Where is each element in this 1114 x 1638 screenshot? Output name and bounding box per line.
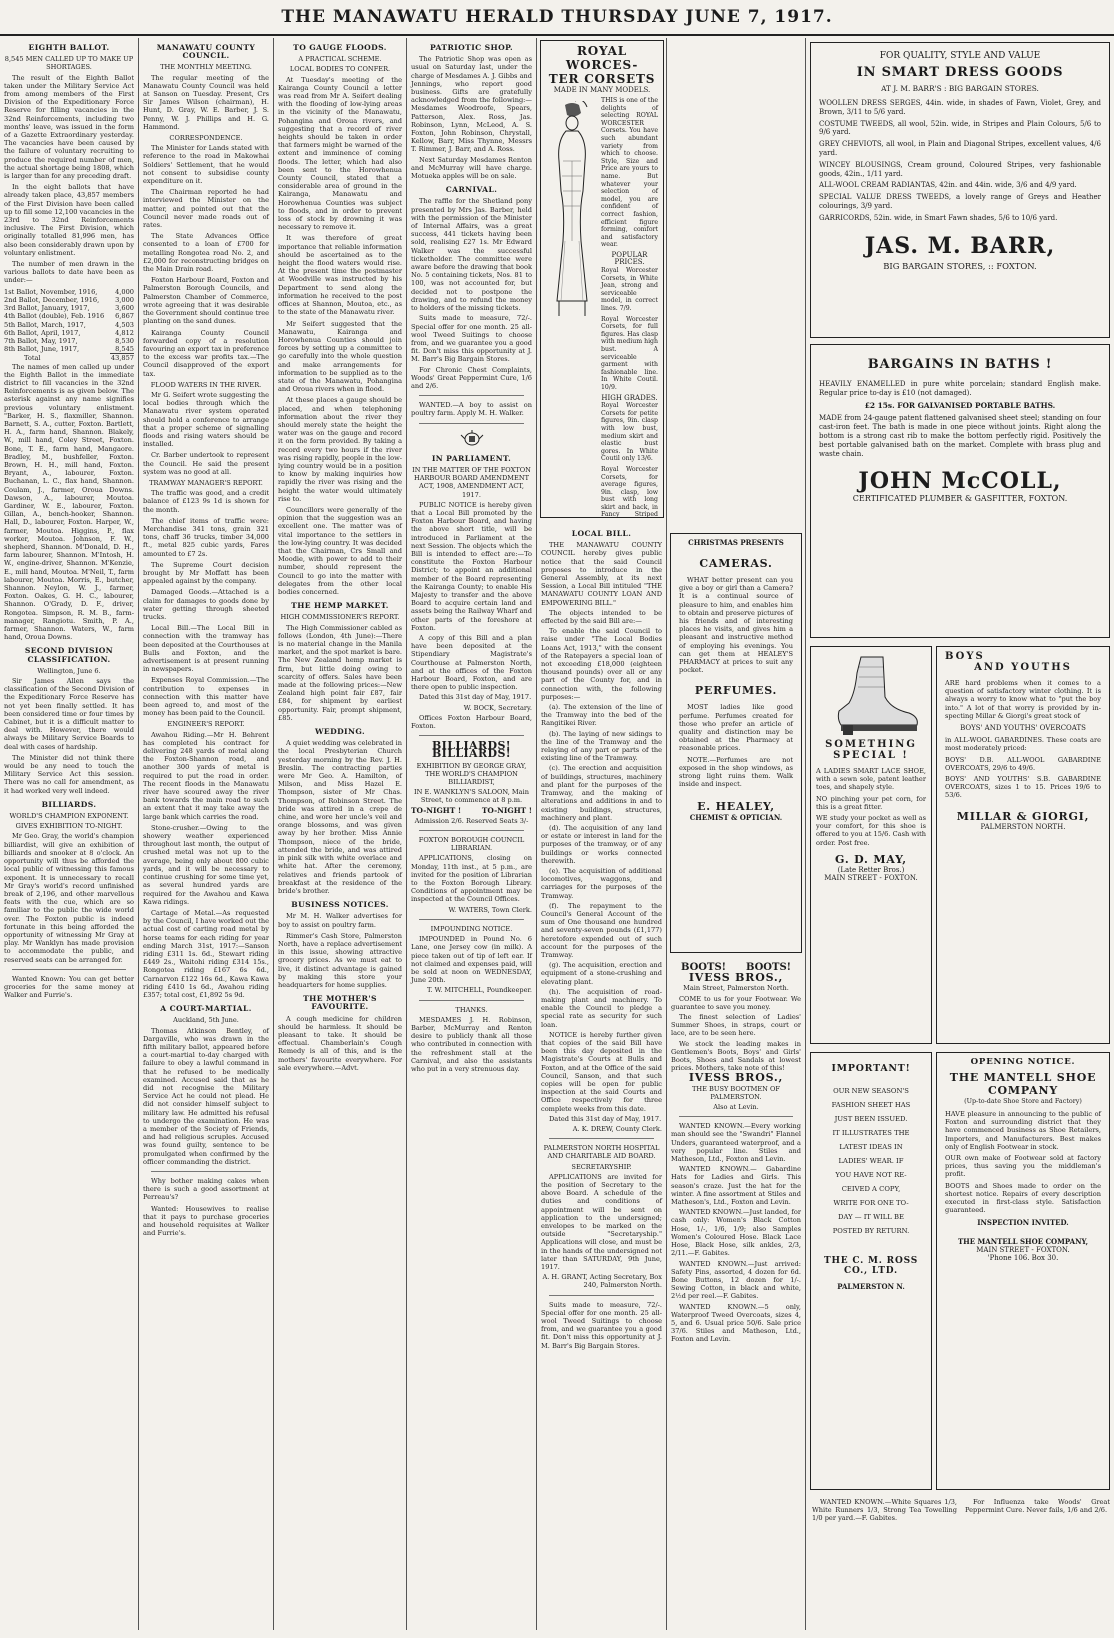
corset-ad-subheading: POPULAR PRICES. <box>611 250 648 267</box>
article-paragraph: The Chairman reported he had interviewed the Minister on the matter, and pointed out that the Council never made roads out of rates. <box>143 188 269 230</box>
notice-heading: IMPOUNDING NOTICE. <box>430 924 513 933</box>
notice-heading: THANKS. <box>455 1005 488 1014</box>
divider <box>12 969 126 970</box>
article-paragraph: Awahou Riding.—Mr H. Behrent has completed his contract for delivering 248 yards of metal along the Foxton-Shannon road, and another 300 yards of metal is required to put the road in order. The recent floods in the Manawatu river have scoured away the river bank towards the main road to such an extent that it may take away the large bank which carries the road. <box>143 730 269 821</box>
article-paragraph: In the eight ballots that have already taken place, 43,857 members of the First Division have been called up to fill some 12,100 vacancies in the 23rd to 32nd Reinforcements inclusive. The First Division, which originally totalled 81,996 men, has also been considerably drawn upon by voluntary enlistment. <box>4 183 134 257</box>
article-paragraph: Councillors were generally of the opinion that the suggestion was an excellent one. The matter was of vital importance to the settlers in the low-lying country. It was decided that the Chairman, Crs Small and Moodie, with power to add to their number, should represent the Council to go into the matter with delegates from the other local bodies concerned. <box>278 505 402 596</box>
article-paragraph: It was therefore of great importance that reliable information should be ascertained as to the height the flood waters would rise. At the present time the postmaster at Woodville was instructed by his Department to send along the information he received to the post offices at Shannon, Moutoa, etc., as to the state of the Manawatu river. <box>278 234 402 317</box>
billiards-tonight: TO-NIGHT ! TO-NIGHT ! <box>411 805 532 815</box>
healey-subtitle: CHEMIST & OPTICIAN. <box>689 813 783 823</box>
perfumes-heading: PERFUMES. <box>694 684 778 698</box>
article-paragraph: The State Advances Office consented to a loan of £700 for metalling Rongotea road No. 2, and £2,000 for reconstructing bridges on the Main Drain road. <box>143 232 269 274</box>
corset-ad-text: THIS is one of the delights of selecting ROYAL WORCESTER Corsets. You have such abundant variety from which to choose. Style, Size and Price are yours to name. But whatever your selection of model, you are confident of correct fashion, efficient figure forming, comfort and satisfactory wear. <box>601 97 658 249</box>
wanted-known-notice: Wanted Known: You can get better groceries for the same money at Walker and Furrie's. <box>4 974 134 1000</box>
barr-ad-title: FOR QUALITY, STYLE AND VALUE <box>879 51 1041 61</box>
ross-text-line: CEIVED A COPY, <box>841 1185 901 1193</box>
notice-item: (a). The extension of the line of the Tramway into the bed of the Rangitikei River. <box>541 703 662 728</box>
notice-subheading: SECRETARYSHIP. <box>571 1162 632 1171</box>
ivess-text: COME to us for your Footwear. We guarantee to save you money. <box>671 994 801 1011</box>
notice-item: (g). The acquisition, erection and equipment of a stone-crushing and elevating plant. <box>541 961 662 986</box>
article-paragraph: Rimmer's Cash Store, Palmerston North, have a replace advertisement in this issue, showing attractive grocery prices. As we must eat to live, it distinct advantage is gained by making this store your headquarters for home supplies. <box>278 931 402 989</box>
wanted-known-notice: WANTED KNOWN.—5 only, Waterproof Tweed Overcoats, sizes 4, 5, and 6. Usual price 50/6. Sale price 37/6. Stiles and Matheson, Ltd., Foxton and Levin. <box>671 1302 801 1344</box>
barr-item: ALL-WOOL CREAM RADIANTAS, 42in. and 44in. wide, 3/6 and 4/9 yard. <box>819 181 1077 190</box>
mccoll-subtitle: CERTIFICATED PLUMBER & GASFITTER, FOXTON. <box>852 494 1068 504</box>
ross-text-line: IT ILLUSTRATES THE <box>832 1129 910 1137</box>
divider <box>419 919 524 920</box>
column-4 <box>407 38 536 1630</box>
article-paragraph: Wanted: Housewives to realise that it pays to purchase groceries and household requisites at Walker and Furrie's. <box>143 1204 269 1238</box>
column-2 <box>139 38 273 1630</box>
divider <box>549 1295 654 1296</box>
divider <box>419 1000 524 1001</box>
corset-ad-text: Royal Worcester Corsets, for full figures. Has clasp with medium high bust. A serviceable garment with fashionable line. In White Coutil. 10/9. <box>601 315 658 391</box>
gdmay-text: WE study your pocket as well as your comfort, for this shoe is offered to you at 15/6. Cash with order. Post free. <box>816 814 926 847</box>
mantell-text: BOOTS and Shoes made to order on the shortest notice. Repairs of every description executed in first-class style. Satisfaction guaranteed. <box>945 1181 1101 1215</box>
divider <box>419 830 524 831</box>
barr-name: JAS. M. BARR, <box>864 232 1056 259</box>
baths-text: MADE from 24-gauge patent flattened galvanised sheet steel; standing on four cast-iron feet. The bath is made in one piece without joints. Right along the bottom is a strong cast rib to make the bottom perfectly rigid. Positively the best portable galvanised bath on the market. Complete with brass plug and waste chain. <box>819 414 1101 458</box>
boys-heading: BOYS <box>945 651 985 662</box>
ross-text-line: YOU HAVE NOT RE- <box>835 1171 907 1179</box>
ballot-table <box>4 288 134 363</box>
notice-signature: W. BOCK, Secretary. <box>463 703 532 712</box>
ross-ad <box>810 1052 932 1490</box>
article-paragraph: The traffic was good, and a credit balance of £123 9s 1d is shown for the month. <box>143 489 269 514</box>
article-paragraph: Next Saturday Mesdames Renton and McMurray will have charge. Motueka apples will be on sale. <box>411 155 532 181</box>
article-paragraph: Kairanga County Council forwarded copy of a resolution favouring an export tax in preference to the excess war profits tax.—The Council disapproved of the export tax. <box>143 328 269 378</box>
article-paragraph: Foxton Harbour Board, Foxton and Palmerston Borough Councils, and Palmerston Chamber of Commerce, wrote agreeing that it was desirable the Government should continue tree planting on the sand dunes. <box>143 276 269 326</box>
baths-heading: BARGAINS IN BATHS ! <box>867 357 1053 372</box>
notice-paragraph: PUBLIC NOTICE is hereby given that a Local Bill promoted by the Foxton Harbour Board, and having the above short title, will be introduced in Parliament at the next Session. The objects which the Bill is intended to effect are:—To constitute the Foxton Harbour District; to appoint an additional member of the Board representing the Kairanga County; to enable His Majesty to transfer and the above Board to acquire certain land and assets being the Railway Wharf and other parts of the foreshore at Foxton. <box>411 500 532 632</box>
section-subheading: FLOOD WATERS IN THE RIVER. <box>150 380 262 389</box>
barr-item: WOOLLEN DRESS SERGES, 44in. wide, in shades of Fawn, Violet, Grey, and Brown, 3/11 to 5/6 yard. <box>819 99 1101 116</box>
billiards-admission: Admission 2/6. Reserved Seats 3/- <box>414 816 529 825</box>
article-paragraph: Suits made to measure, 72/-. Special offer for one month. 25 all-wool Tweed Suitings to choose from, and we guarantee you a good fit. Don't miss this opportunity at J. M. Barr's Big Bargain Stores. <box>411 314 532 364</box>
corset-ad-title: TER CORSETS <box>548 72 656 86</box>
notice-paragraph: IMPOUNDED in Pound No. 6 Lane, one Jersey cow (in milk). A piece taken out of tip of left ear. If not claimed and expenses paid, will be sold at noon on WEDNESDAY, June 20th. <box>411 935 532 985</box>
article-heading: A COURT-MARTIAL. <box>160 1004 252 1014</box>
article-paragraph: Sir James Allen says the classification of the Second Division of the Expeditionary Force Reserve has not yet been finally settled. It has been considered time or four times by Cabinet, but it is a difficult matter to deal with. However, there would always be Military Service Boards to deal with cases of hardship. <box>4 677 134 751</box>
article-paragraph: Mr M. H. Walker advertises for boy to assist on poultry farm. <box>278 912 402 929</box>
ross-text-line: DAY — IT WILL BE <box>838 1213 904 1221</box>
healey-ad <box>670 533 802 953</box>
suits-ad-text: Suits made to measure, 72/-. Special offer for one month. 25 all-wool Tweed Suitings to choose from, and we guarantee you a good fit. Don't miss this opportunity at J. M. Barr's Big Bargain Stores. <box>541 1300 662 1350</box>
article-paragraph: The raffle for the Shetland pony presented by Mrs Jas. Barber, held with the permission of the Minister of Internal Affairs, was a great success, 441 tickets having been sold, realising £27 1s. Mr Edward Walker was the successful ticketholder. The committee were aware before the drawing that book No. 5 containing tickets, Nos. 81 to 100, was not accounted for, but decided not to postpone the drawing, and to refund the money to holders of the missing tickets. <box>411 197 532 313</box>
notice-item: (b). The laying of new sidings to the line of the Tramway and the relaying of any part or parts of the existing line of the Tramway. <box>541 729 662 763</box>
mantell-text: OUR own make of Footwear sold at factory prices, thus saving you the middleman's profit. <box>945 1154 1101 1179</box>
article-paragraph: Local Bill.—The Local Bill in connection with the tramway has been deposited at the Courthouses at Bulls and Foxton, and the advertisement is at present running in newspapers. <box>143 624 269 674</box>
article-paragraph: Cartage of Metal.—As requested by the Council, I have worked out the actual cost of carting road metal by horse teams for each riding for year ending March 31st, 1917:—Sanson riding £311 1s. 6d., Stewart riding £449 2s., Waitohi riding £314 15s., Rongotea riding £167 6s 6d., Carnarvon £122 16s 6d., Kawa Kawa riding £410 1s 6d., Awahou riding £357; total cost, £1,892 5s 9d. <box>143 908 269 999</box>
billiards-ad-text: EXHIBITION BY GEORGE GRAY, THE WORLD'S CHAMPION BILLIARDIST, <box>416 761 527 787</box>
billiards-ad-heading: BILLIARDS! BILLIARDS! <box>431 739 512 761</box>
important-heading: IMPORTANT! <box>831 1063 911 1074</box>
ivess-name: IVESS BROS., <box>688 971 784 985</box>
article-heading: PATRIOTIC SHOP. <box>429 43 514 52</box>
wanted-known-notice: WANTED KNOWN.—White Squares 1/3, White Runners 1/3, Strong Tea Towelling 1/0 per yard.—F. Gabites. <box>812 1498 957 1523</box>
mccoll-ad <box>810 344 1110 638</box>
article-paragraph: Cr. Barber undertook to represent the Council. He said the present system was no good at all. <box>143 451 269 476</box>
boys-text: BOYS' D.B. ALL-WOOL GABARDINE OVERCOATS, 29/6 to 49/6. <box>945 755 1101 772</box>
barr-item: SPECIAL VALUE DRESS TWEEDS, a lovely range of Greys and Heather colourings, 3/9 yard. <box>819 193 1101 210</box>
divider <box>679 1116 793 1117</box>
corset-ad-title: ROYAL WORCES- <box>565 44 639 72</box>
ross-text-line: OUR NEW SEASON'S <box>833 1087 909 1095</box>
gdmay-subtitle: (Late Retter Bros.) <box>837 865 905 874</box>
article-heading: THE MOTHER'S FAVOURITE. <box>303 994 377 1012</box>
gdmay-address: MAIN STREET - FOXTON. <box>824 873 918 882</box>
article-paragraph: Stone-crusher.—Owing to the showery weather experienced throughout last month, the output of crushed metal was not up to the average, being only about 800 cubic yards, and it will be necessary to continue crushing for some time yet, as several hundred yards are required for the Awahou and Kawa Kawa ridings. <box>143 823 269 906</box>
article-subheading: HIGH COMMISSIONER'S REPORT. <box>280 613 400 622</box>
baths-price: £2 15s. FOR GALVANISED PORTABLE BATHS. <box>864 400 1056 410</box>
perfumes-note: NOTE.—Perfumes are not exposed in the shop windows, as strong light ruins them. Walk inside and inspect. <box>679 755 793 789</box>
notice-heading: LOCAL BILL. <box>571 529 632 538</box>
table-row: 4th Ballot (double), Feb. 1916 6,867 <box>4 312 134 321</box>
article-heading: BILLIARDS. <box>41 799 97 809</box>
boys-subheading: BOYS' AND YOUTHS' OVERCOATS <box>960 724 1086 733</box>
article-heading: WEDDING. <box>314 727 366 737</box>
ivess-address: Main Street, Palmerston North. <box>683 984 789 993</box>
ross-text-line: LADIES' WEAR. IF <box>838 1157 904 1165</box>
barr-item: GARRICORDS, 52in. wide, in Smart Fawn shades, 5/6 to 10/6 yard. <box>819 213 1058 222</box>
article-paragraph: A quiet wedding was celebrated in the local Presbyterian Church yesterday morning by the Rev. J. H. Breslin. The contracting parties were Mr Geo. A. Hamilton, of Milson, and Miss Hazel E. Thompson, sister of Mr Chas. Thompson, of Robinson Street. The bride was attired in a crepe de chine, and wore her uncle's veil and orange blossoms, and was given away by her brother. Miss Annie Thompson, niece of the bride, attended the bride, and was attired in pink silk with white overlace and white hat. After the ceremony, relatives and friends partook of breakfast at the residence of the bride's brother. <box>278 739 402 895</box>
barr-ad-title: IN SMART DRESS GOODS <box>856 65 1064 80</box>
boys-text: in ALL-WOOL GABARDINES. These coats are most moderately priced: <box>945 736 1101 753</box>
masthead: THE MANAWATU HERALD THURSDAY JUNE 7, 1917. <box>0 0 1114 36</box>
notice-paragraph: A copy of this Bill and a plan have been deposited at the Stipendiary Magistrate's Courthouse at Palmerston North, and at the offices of the Foxton Harbour Board, Foxton, and are there open to public inspection. <box>411 634 532 692</box>
notice-item: (c). The erection and acquisition of buildings, structures, machinery and plant for the purposes of the Tramway, and the making of alterations and additions in and to existing buildings, structures, machinery and plant. <box>541 764 662 822</box>
barr-ad <box>810 42 1110 338</box>
column-3 <box>274 38 406 1630</box>
cameras-heading: CAMERAS. <box>699 557 773 570</box>
barr-item: COSTUME TWEEDS, all wool, 52in. wide, in Stripes and Plain Colours, 5/6 to 9/6 yard. <box>819 119 1101 137</box>
table-row: 7th Ballot, May, 1917, 8,530 <box>4 336 134 345</box>
notice-item: (e). The acquisition of additional locomotives, waggons, and carriages for the purposes of the Tramway. <box>541 866 662 900</box>
notice-heading: PALMERSTON NORTH HOSPITAL AND CHARITABLE AID BOARD. <box>543 1144 660 1161</box>
article-paragraph: Mr Seifert suggested that the Manawatu, Kairanga and Horowhenua Counties should join forces by setting up a committee to go carefully into the whole question and make arrangements for information to be supplied as to the state of the Manawatu, Pohangina and Oroua rivers when in flood. <box>278 319 402 394</box>
notice-paragraph: To enable the said Council to raise under "The Local Bodies Loans Act, 1913," with the consent of the Ratepayers a special loan of not exceeding £18,000 (eighteen thousand pounds) over all or any part of the County for, and in connection with, the following purposes:— <box>541 627 662 701</box>
boys-heading: AND YOUTHS <box>974 662 1072 673</box>
table-total-row: Total 43,857 <box>24 354 134 363</box>
corset-ad-text: Royal Worcester Corsets, for average figures, 9in. clasp, low bust with long skirt and back, in Fancy Striped <box>601 465 658 518</box>
classified-wanted: WANTED.—A boy to assist on poultry farm. Apply M. H. Walker. <box>411 401 532 418</box>
barr-address: BIG BARGAIN STORES, :: FOXTON. <box>883 260 1037 271</box>
article-paragraph: Why bother making cakes when there is such a good assortment at Perreau's? <box>143 1177 269 1202</box>
something-heading: SOMETHING <box>825 739 917 750</box>
section-subheading: CORRESPONDENCE. <box>169 134 243 143</box>
article-subheading: THE MONTHLY MEETING. <box>160 63 252 72</box>
ivess-text: We stock the leading makes in Gentlemen's Boots, Boys' and Girls' Boots, Shoes and Sandals at lowest prices. Mothers, take note of this! <box>671 1039 801 1073</box>
boys-text: BOYS' AND YOUTHS' S.B. GABARDINE OVERCOATS, sizes 1 to 15. Prices 19/6 to 53/6. <box>945 775 1101 800</box>
peppermint-cure-notice: For Influenza take Woods' Great Peppermint Cure. Never fails, 1/6 and 2/6. <box>965 1498 1110 1515</box>
article-paragraph: The Minister did not think there would be any need to touch the Military Service Act this session. There was no call for amendment, as it had worked very well indeed. <box>4 753 134 795</box>
wanted-known-notice: WANTED KNOWN.—Just landed, for cash only: Women's Black Cotton Hose, 1/-, 1/6, 1/9; also Samples Women's Coloured Hose. Black Lace Hose, Black Hose, silk ankles, 2/3, 2/11.—F. Gabites. <box>671 1208 801 1258</box>
divider <box>419 423 524 424</box>
wanted-known-notice: WANTED KNOWN.—Every working man should see the "Swandri" Flannel Unders, guaranteed waterproof, and a very popular line. Stiles and Matheson, Ltd., Foxton and Levin. <box>671 1122 801 1164</box>
article-paragraph: The Patriotic Shop was open as usual on Saturday last, under the charge of Mesdames A. J. Gibbs and Jennings, who report good business. Gifts are gratefully acknowledged from the following:—Mesdames Woodroofe, Spears, Patterson, Alex. Ross, Jas. Robinson, Lynn, McLeod, A. S. Foxton, John Robinson, Chrystall, Kellow, Barr, Miss Thynne, Messrs T. Rimmer, J. Barr, and A. Ross. <box>411 55 532 154</box>
article-paragraph: The chief items of traffic were: Merchandise 341 tons, grain 321 tons, chaff 36 trucks, timber 34,000 ft., metal 825 cubic yards, Fares amounted to £7 2s. <box>143 516 269 558</box>
notice-item: (d). The acquisition of any land or estate or interest in land for the purposes of the tramway, or of any buildings or works connected therewith. <box>541 823 662 865</box>
barr-item: GREY CHEVIOTS, all wool, in Plain and Diagonal Stripes, excellent values, 4/6 yard. <box>819 140 1101 157</box>
ross-text-line: LATEST IDEAS IN <box>839 1143 903 1151</box>
ross-text-line: JUST BEEN ISSUED. <box>834 1115 908 1123</box>
mantell-name: THE MANTELL SHOE COMPANY, <box>957 1237 1089 1247</box>
divider <box>151 1171 261 1172</box>
mantell-phone: 'Phone 106. Box 30. <box>987 1254 1059 1263</box>
billiards-ad-text: IN E. WANKLYN'S SALOON, Main Street, to commence at 8 p.m. <box>414 788 529 805</box>
barr-item: WINCEY BLOUSINGS, Cream ground, Coloured Stripes, very fashionable goods, 42in., 1/11 yard. <box>819 160 1101 178</box>
mantell-inspection: INSPECTION INVITED. <box>977 1218 1069 1228</box>
article-heading: EIGHTH BALLOT. <box>28 43 110 52</box>
column-5-notices <box>537 524 666 1630</box>
ivess-subtitle: THE BUSY BOOTMEN OF PALMERSTON. <box>691 1084 780 1101</box>
notice-signature: W. WATERS, Town Clerk. <box>448 905 532 914</box>
mantell-address: MAIN STREET - FOXTON. <box>976 1246 1070 1255</box>
notice-signature: A. H. GRANT, Acting Secretary, Box 240, Palmerston North. <box>542 1273 662 1290</box>
article-heading: TO GAUGE FLOODS. <box>293 43 387 52</box>
article-paragraph: Expenses Royal Commission.—The contribution to expenses in connection with this matter have been agreed to, and most of the money has been paid to the Council. <box>143 676 269 718</box>
article-paragraph: Damaged Goods.—Attached is a claim for damages to goods done by water getting through sheeted trucks. <box>143 588 269 621</box>
table-row: 5th Ballot, March, 1917, 4,503 <box>4 320 134 329</box>
article-heading: MANAWATU COUNTY COUNCIL. <box>156 43 256 61</box>
ross-text-line: FASHION SHEET HAS <box>831 1101 911 1109</box>
article-paragraph: At Tuesday's meeting of the Kairanga County Council a letter was read from Mr A. Seifert dealing with the flooding of low-lying areas in the vicinity of the Manawatu, Pohangina and Oroua rivers, and suggesting that a record of river heights should be taken in order that farmers might be warned of the extent and imminence of coming floods. The letter, which had also been sent to the Horowhenua County Council, stated that a considerable area of ground in the Kairanga, Manawatu and Horowhenua Counties was subject to floods, and in order to prevent loss of stock by drowning it was necessary to remove it. <box>278 75 402 232</box>
article-paragraph: Mr Geo. Gray, the world's champion billiardist, will give an exhibition of billiards and snooker at 8 o'clock. An opportunity will thus be afforded the local public of witnessing this famous exponent. It is unnecessary to recall Mr Gray's world's record unfinished break of 2,196, and other marvellous feats with the cue, which are so familiar to the public the wide world over. The Foxton public is indeed fortunate in this being afforded the opportunity of witnessing Mr Gray at play. Mr Wanklyn has made provision to accommodate the public, and reserved seats can be arranged for. <box>4 832 134 964</box>
cameras-text: WHAT better present can you give a boy or girl than a Camera? It is a continual source of pleasure to him, and enables him to obtain and preserve pictures of his friends and of interesting places he visits, and gives him a pleasant and instructive method of employing his evenings. You can get them at HEALEY'S PHARMACY at prices to suit any pocket. <box>679 576 793 675</box>
article-dateline: Auckland, 5th June. <box>173 1016 239 1025</box>
column-6-ads <box>667 958 805 1630</box>
article-paragraph: The Supreme Court decision brought by Mr Moffatt has been appealed against by the company. <box>143 560 269 586</box>
article-paragraph: Mr G. Seifert wrote suggesting the local bodies through which the Manawatu river system operated should hold a conference to arrange that a proper scheme of signalling floods and rising waters should be installed. <box>143 390 269 449</box>
corset-ad <box>540 40 664 518</box>
crest-icon <box>411 429 532 449</box>
divider <box>419 395 524 396</box>
notice-item: (h). The acquisition of road-making plant and machinery. To enable the Council to pledge a special rate as security for such loan. <box>541 987 662 1029</box>
ivess-name: IVESS BROS., <box>688 1071 784 1085</box>
table-row: 1st Ballot, November, 1916, 4,000 <box>4 287 134 296</box>
corset-figure-icon <box>546 97 598 518</box>
opening-heading: OPENING NOTICE. <box>970 1057 1076 1067</box>
article-paragraph: A cough medicine for children should be harmless. It should be pleasant to take. It should be effectual. Chamberlain's Cough Remedy is all of this, and is the mothers' favourite everywhere. For sale everywhere.—Advt. <box>278 1014 402 1072</box>
article-paragraph: The High Commissioner cabled as follows (London, 4th June):—There is no material change in the Manila market, and the spot market is bare. The New Zealand hemp market is firm, but little doing owing to scarcity of offers. Sales have been made at the following prices:—New Zealand high point fair £87, fair £84, for shipment by earliest opportunity. Fair, prompt shipment, £85. <box>278 623 402 722</box>
boots-heading: BOOTS! BOOTS! <box>680 962 792 973</box>
article-paragraph: At these places a gauge should be placed, and when telephoning information about the river they should merely state the height the water was on the gauge and record it on the form provided. By taking a record every two hours if the river was rising rapidly, people in the low-lying country would be in a position to know by making inquiries how rapidly the river was rising and the height the water would ultimately rise to. <box>278 396 402 503</box>
ross-text-line: POSTED BY RETURN. <box>832 1227 910 1235</box>
healey-name: E. HEALEY, <box>697 800 775 814</box>
article-paragraph: The Minister for Lands stated with reference to the road in Makowhai Soldiers' Settlement, that he would not consent to subsidise county expenditure on it. <box>143 144 269 186</box>
section-subheading: ENGINEER'S REPORT. <box>167 720 245 729</box>
column-rule <box>805 38 806 1630</box>
divider <box>549 1138 654 1139</box>
notice-paragraph: MESDAMES J. H. Robinson, Barber, McMurray and Renton desire to publicly thank all those who contributed in connection with the refreshment stall at the Carnival, and also the assistants who put in a very strenuous day. <box>411 1015 532 1073</box>
column-7-bottom <box>808 1498 1114 1630</box>
article-paragraph: For Chronic Chest Complaints, Woods' Great Peppermint Cure, 1/6 and 2/6. <box>411 365 532 390</box>
corset-ad-subtitle: MADE IN MANY MODELS. <box>553 86 651 94</box>
gdmay-text: NO pinching your pet corn, for this is a great fitter. <box>816 794 926 811</box>
article-subheading: GIVES EXHIBITION TO-NIGHT. <box>15 822 123 831</box>
article-paragraph: The result of the Eighth Ballot taken under the Military Service Act from among members of the First Division of the Expeditionary Force Reserve for filling vacancies in the 32nd Reinforcements, including two months' leave, was issued in the form of a Gazette Extraordinary yesterday. The vacancies have been caused by the failure of voluntary recruiting to produce the required number of men, the actual shortage being 1808, which is larger than for any preceding draft. <box>4 73 134 181</box>
ross-text-line: WRITE FOR ONE TO- <box>833 1199 909 1207</box>
article-subheading: WORLD'S CHAMPION EXPONENT. <box>9 812 129 821</box>
article-paragraph: Thomas Atkinson Bentley, of Dargaville, who was drawn in the fifth military ballot, appeared before a court-martial to-day charged with failure to obey a lawful command in that he refused to be medically examined. Accused said that as he did not recognise the Military Service Act he could not plead. He did not consider himself subject to military law. He admitted his refusal to undergo the examination. He was a member of the Society of Friends, and had religious scruples. Accused was found guilty, sentence to be promulgated when confirmed by the officer commanding the district. <box>143 1026 269 1166</box>
notice-paragraph: NOTICE is hereby further given that copies of the said Bill have been this day deposited in the Magistrate's Courts at Bulls and Foxton, and at the Office of the said Council, Sanson, and that such copies will be open for public inspection at the said Courts and Office respectively for three complete weeks from this date. <box>541 1030 662 1113</box>
notice-signature: A. K. DREW, County Clerk. <box>572 1125 662 1134</box>
mantell-subtitle: (Up-to-date Shoe Store and Factory) <box>964 1097 1082 1105</box>
corset-ad-text: Royal Worcester Corsets, in White Jean, strong and serviceable model, in correct lines. 7/9. <box>601 267 658 313</box>
notice-paragraph: The objects intended to be effected by the said Bill are:— <box>541 608 662 626</box>
ross-name: THE C. M. ROSS CO., LTD. <box>823 1256 918 1276</box>
article-paragraph: The regular meeting of the Manawatu County Council was held at Sanson on Tuesday. Present, Crs Sir James Wilson (chairman), H. Hunt, D. Gray, W. E. Barber, J. S. Penny, W. J. Phillips and H. G. Hammond. <box>143 73 269 131</box>
mantell-heading: THE MANTELL SHOE COMPANY <box>949 1071 1097 1097</box>
wanted-known-notice: WANTED KNOWN.— Gabardine Hats for Ladies and Girls. This season's craze. Just the hat for the winter. A fine assortment at Stiles and Matheson's, Ltd., Foxton and Levin. <box>671 1165 801 1207</box>
article-heading: BUSINESS NOTICES. <box>291 900 389 910</box>
xmas-heading: CHRISTMAS PRESENTS <box>688 538 784 547</box>
millar-giorgi-ad <box>936 646 1110 1044</box>
notice-subheading: IN THE MATTER OF THE FOXTON HARBOUR BOARD AMENDMENT ACT, 1908, AMENDMENT ACT, 1917. <box>412 465 531 499</box>
boot-icon <box>821 653 921 737</box>
corset-ad-subheading: HIGH GRADES. <box>601 393 658 402</box>
ivess-text: The finest selection of Ladies' Summer Shoes, in straps, court or lace, are to be seen here. <box>671 1013 801 1038</box>
notice-heading: FOXTON BOROUGH COUNCIL LIBRARIAN. <box>418 836 525 853</box>
article-heading: THE HEMP MARKET. <box>291 601 389 611</box>
millar-giorgi-address: PALMERSTON NORTH. <box>980 822 1066 831</box>
article-subheading: LOCAL BODIES TO CONFER. <box>289 65 391 74</box>
notice-heading: IN PARLIAMENT. <box>431 453 512 463</box>
article-heading: CARNIVAL. <box>445 185 498 195</box>
mantell-text: HAVE pleasure in announcing to the public of Foxton and surrounding district that they have commenced business as Shoe Retailers, Importers, and Manufacturers. Best makes only of English Footwear in stock. <box>945 1110 1101 1151</box>
table-row: 6th Ballot, April, 1917, 4,812 <box>4 328 134 337</box>
article-paragraph: The number of men drawn in the various ballots to date have been as under:— <box>4 260 134 285</box>
table-row: 2nd Ballot, December, 1916, 3,000 <box>4 295 134 304</box>
divider <box>419 735 524 736</box>
ivess-also: Also at Levin. <box>713 1103 759 1112</box>
article-dateline: Wellington, June 6. <box>37 666 101 675</box>
notice-paragraph: APPLICATIONS are invited for the position of Secretary to the above Board. A schedule of the duties and conditions of appointment will be sent on application to the undersigned; envelopes to be marked on the outside "Secretaryship." Applications will close, and must be in the hands of the undersigned not later than SATURDAY, 9th June, 1917. <box>541 1172 662 1272</box>
notice-paragraph: THE MANAWATU COUNTY COUNCIL hereby gives public notice that the said Council proposes to introduce in the General Assembly, at its next Session, a Local Bill intituled "THE MANAWATU COUNTY LOAN AND EMPOWERING BILL." <box>541 541 662 607</box>
mccoll-name: JOHN McCOLL, <box>858 468 1062 495</box>
gdmay-name: G. D. MAY, <box>835 852 907 866</box>
table-row: 3rd Ballot, January, 1917, 3,600 <box>4 304 134 313</box>
table-row: 8th Ballot, June, 1917, 8,545 <box>4 345 134 354</box>
gdmay-text: A LADIES SMART LACE SHOE, with a sewn sole, patent leather toes, and shapely style. <box>816 767 926 792</box>
baths-text: HEAVILY ENAMELLED in pure white porcelain; standard English make. Regular price to-day is £10 (not damaged). <box>819 380 1101 397</box>
notice-item: (f). The repayment to the Council's General Account of the sum of One thousand one hundred and seventy-seven pounds (£1,177) heretofore expended out of such account for the purposes of the Tramway. <box>541 901 662 959</box>
wanted-known-notice: WANTED KNOWN.—Just arrived: Safety Pins, assorted, 4 dozen for 6d. Bone Buttons, 12 dozen for 1/-. Sewing Cotton, in black and white, 2½d per reel.—F. Gabites. <box>671 1259 801 1301</box>
ross-address: PALMERSTON N. <box>837 1282 905 1291</box>
barr-ad-subtitle: AT J. M. BARR'S : BIG BARGAIN STORES. <box>881 84 1039 93</box>
article-subheading: A PRACTICAL SCHEME. <box>298 55 382 64</box>
article-subheading: 8,545 MEN CALLED UP TO MAKE UP SHORTAGES. <box>4 55 134 72</box>
perfumes-text: MOST ladies like good perfume. Perfumes created for those who prefer an article of quality and distinction may be obtained at the Pharmacy at reasonable prices. <box>679 703 793 753</box>
notice-date: Dated this 31st day of May, 1917. <box>419 693 532 702</box>
corset-ad-text: Royal Worcester Corsets for petite figures, 9in. clasp with low bust, medium skirt and elastic bust gores. In White Coutil only 13/6. <box>601 402 658 463</box>
article-paragraph: The names of men called up under the Eighth Ballot in the immediate district to fill vacancies in the 32nd Reinforcements is as given below. The asterisk against any name signifies previous voluntary enlistment. "Barker, H. S., flaxmiller, Shannon. Barnett, S. A., cutter, Foxton. Bartlett, H. A., farm hand, Shannon. Blakely, W., mill hand, Coley Street, Foxton. Bone, T. E., farm hand, Mangaore. Bradley, M., bushfeller, Foxton. Brown, H. H., mill hand, Foxton. Bryant, A., labourer, Foxton. Buchanan, L. C., flax hand, Shannon. Coulam, J., farmer, Oroua Downs. Dawson, A., labourer, Moutoa. Gardiner, W. E., labourer, Foxton. Gillan, A., bench-hooker, Shannon. Hall, D., labourer, Foxton. Harper, W., farmer, Moutoa. Higgins, P., flax worker, Moutoa. Johnson, F. W., shepherd, Shannon. M'Donald, D. H., farm labourer, Shannon. M'Intosh, H. W., engine-driver, Shannon. M'Kenzie, E., mill hand, Moutoa. M'Neil, T., farm labourer, Moutoa. Morris, E., butcher, Shannon. Neylon, W. J., farmer, Foxton. Oakes, G. H. C., labourer, Shannon. O'Grady, D. F., driver, Rongotea. Simpson, R. M. B., farm-manager, Rangiotu. Smith, P. A., farmer, Shannon. Waters, W., farm hand, Oroua Downs. <box>4 362 134 642</box>
something-heading: SPECIAL ! <box>833 750 909 761</box>
gdmay-ad <box>810 646 932 1044</box>
notice-date: Dated this 31st day of May, 1917. <box>549 1114 662 1123</box>
section-subheading: TRAMWAY MANAGER'S REPORT. <box>149 478 263 487</box>
notice-paragraph: APPLICATIONS, closing on Monday, 11th inst., at 5 p.m., are invited for the position of Librarian to the Foxton Borough Library. Conditions of appointment may be inspected at the Council Offices. <box>411 854 532 904</box>
boys-text: ARE hard problems when it comes to a question of satisfactory winter clothing. It is always a worry to know what to "put the boy into." A lot of that worry is provided by in-specting Millar & Giorgi's great stock of <box>945 679 1101 720</box>
notice-signature: T. W. MITCHELL, Poundkeeper. <box>426 986 532 995</box>
column-1 <box>0 38 138 1630</box>
mantell-ad <box>936 1052 1110 1490</box>
notice-office: Offices Foxton Harbour Board, Foxton. <box>411 713 532 731</box>
millar-giorgi-name: MILLAR & GIORGI, <box>956 809 1090 823</box>
article-heading: SECOND DIVISION CLASSIFICATION. <box>24 646 114 664</box>
